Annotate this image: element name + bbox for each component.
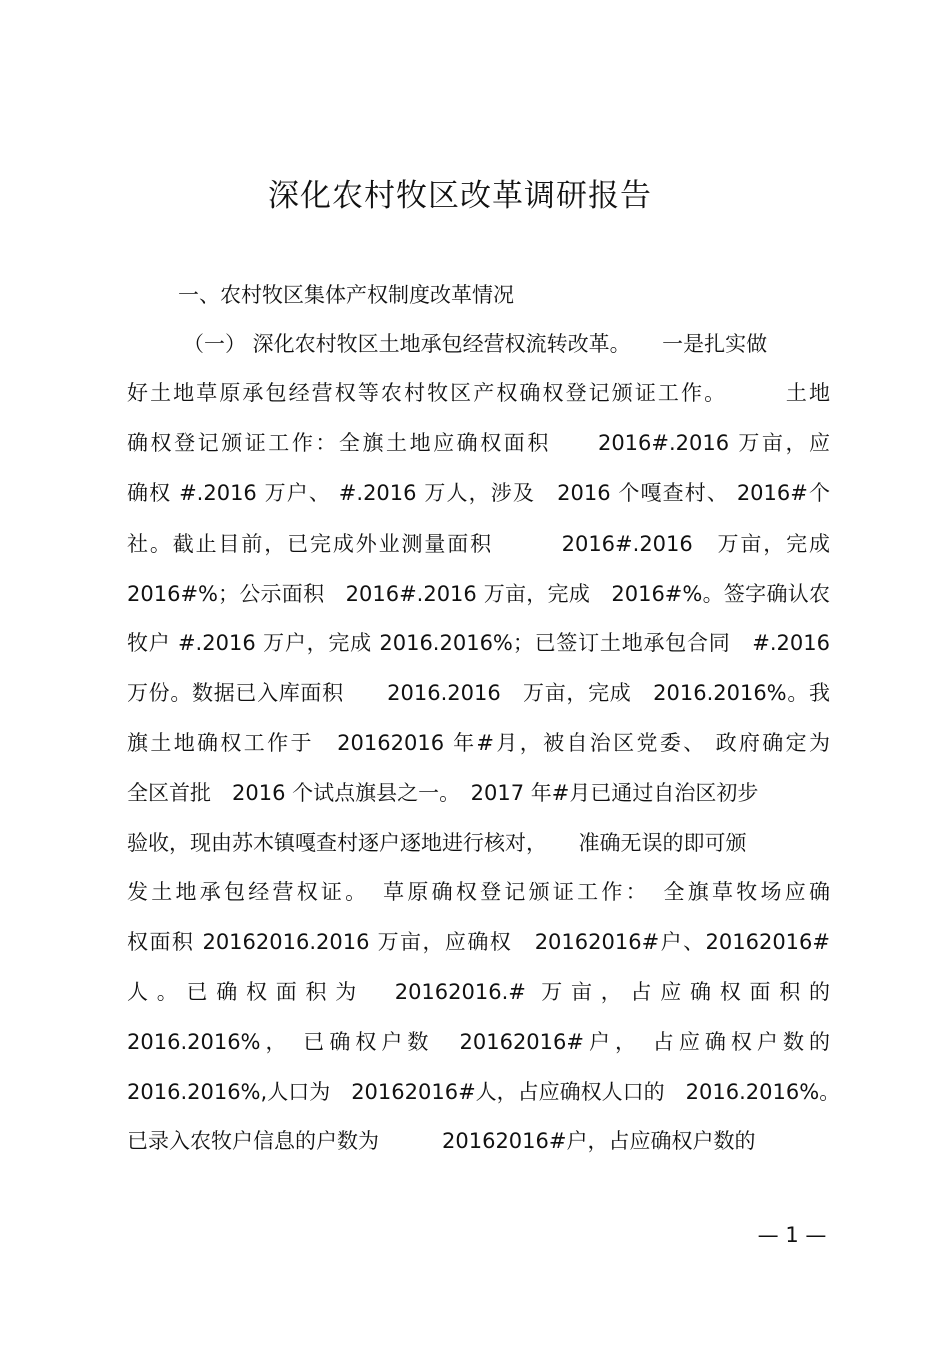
paragraph-line: 验收，现由苏木镇嘎查村逐户逐地进行核对， 准确无误的即可颁 xyxy=(127,831,747,855)
paragraph-line: 好土地草原承包经营权等农村牧区产权确权登记颁证工作。 土地 xyxy=(127,381,830,405)
paragraph-line: 发土地承包经营权证。 草原确权登记颁证工作： 全旗草牧场应确 xyxy=(127,880,830,904)
section-heading: 一、农村牧区集体产权制度改革情况 xyxy=(178,283,514,307)
paragraph-line: 已录入农牧户信息的户数为 20162016#户，占应确权户数的 xyxy=(127,1129,756,1153)
paragraph-line: 旗土地确权工作于 20162016 年#月，被自治区党委、 政府确定为 xyxy=(127,731,830,755)
paragraph-line: 2016.2016%,人口为 20162016#人，占应确权人口的 2016.2016%。 xyxy=(127,1080,841,1104)
paragraph-line: 确权登记颁证工作：全旗土地应确权面积 2016#.2016 万亩，应 xyxy=(127,431,830,455)
paragraph-line: 2016.2016%， 已确权户数 20162016#户， 占应确权户数的 xyxy=(127,1030,830,1054)
paragraph-line: 万份。数据已入库面积 2016.2016 万亩，完成 2016.2016%。我 xyxy=(127,681,830,705)
paragraph-line: （一） 深化农村牧区土地承包经营权流转改革。 一是扎实做 xyxy=(183,332,768,356)
paragraph-line: 牧户 #.2016 万户，完成 2016.2016%；已签订土地承包合同 #.2016 xyxy=(127,631,830,655)
paragraph-line: 权面积 20162016.2016 万亩，应确权 20162016#户、20162016# xyxy=(127,930,830,954)
page-number: — 1 — xyxy=(757,1223,827,1247)
paragraph-line: 人。已确权面积为 20162016.# 万亩，占应确权面积的 xyxy=(127,980,830,1004)
paragraph-line: 社。截止目前，已完成外业测量面积 2016#.2016 万亩，完成 xyxy=(127,532,830,556)
paragraph-line: 确权 #.2016 万户、 #.2016 万人，涉及 2016 个嘎查村、 2016#个 xyxy=(127,481,830,505)
page-title: 深化农村牧区改革调研报告 xyxy=(268,178,652,214)
paragraph-line: 2016#%；公示面积 2016#.2016 万亩，完成 2016#%。签字确认农 xyxy=(127,582,830,606)
paragraph-line: 全区首批 2016 个试点旗县之一。 2017 年#月已通过自治区初步 xyxy=(127,781,759,805)
